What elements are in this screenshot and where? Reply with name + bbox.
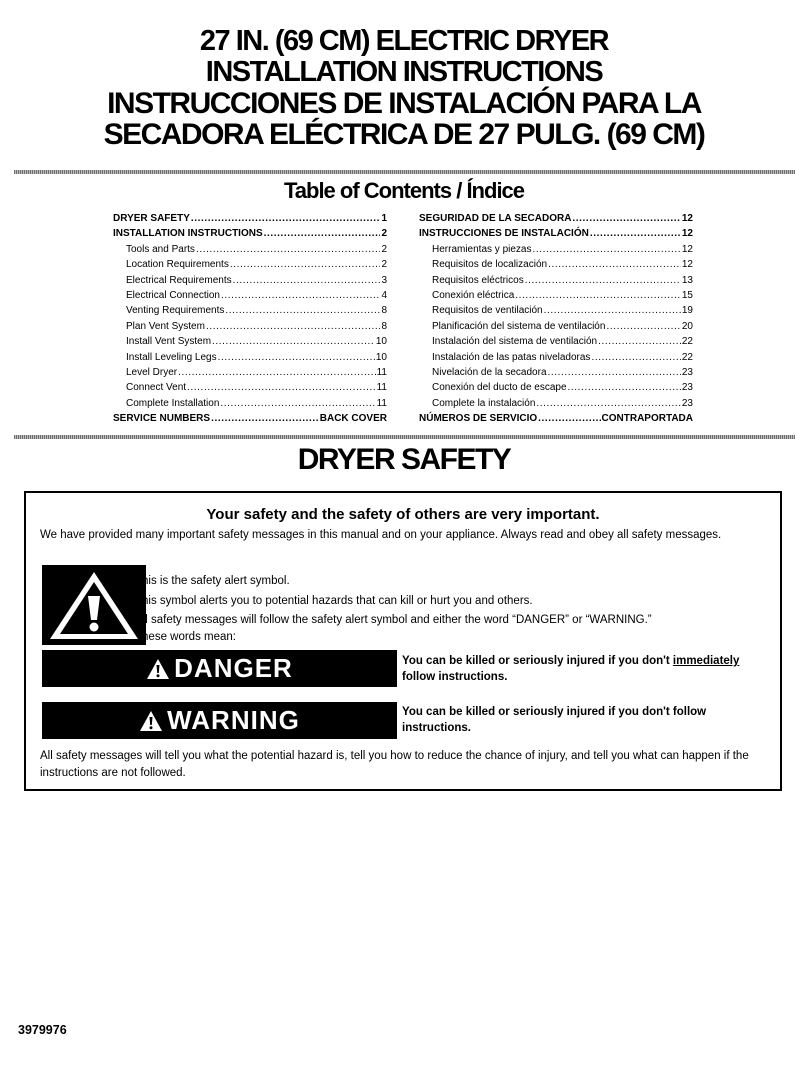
toc-entry-page: 15 (681, 289, 693, 301)
toc-leader-dots (536, 396, 680, 411)
toc-entry-label: SERVICE NUMBERS (113, 413, 211, 425)
section-title: DRYER SAFETY (297, 443, 511, 476)
top-divider (14, 170, 795, 174)
toc-entry-page: 10 (375, 336, 387, 348)
symbol-line-1: This is the safety alert symbol. (135, 575, 290, 587)
toc-entry-label: Herramientas y piezas (432, 243, 532, 255)
toc-entry (419, 257, 693, 272)
toc-entry (113, 226, 387, 241)
toc-entry-page: 11 (376, 397, 387, 409)
toc-leader-dots (220, 396, 375, 411)
toc-entry-page: 19 (681, 305, 693, 317)
toc-entry-label: Install Leveling Legs (126, 351, 217, 363)
toc-entry-label: Plan Vent System (126, 320, 205, 332)
toc-entry (113, 411, 387, 426)
toc-entry (419, 396, 693, 411)
toc-entry-label: Requisitos de ventilación (432, 305, 543, 317)
safety-box (24, 491, 782, 791)
toc-entry (113, 396, 387, 411)
safety-intro: We have provided many important safety messages in this manual and on your appliance. Always read and obey all safety messages. (40, 529, 722, 541)
toc-entry (113, 319, 387, 334)
toc-entry (419, 411, 693, 426)
toc-entry (419, 380, 693, 395)
toc-entry (419, 350, 693, 365)
toc-entry-label: Instalación de las patas niveladoras (432, 351, 591, 363)
toc-entry-label: Tools and Parts (126, 243, 195, 255)
warning-label (42, 702, 397, 739)
toc-leader-dots (525, 273, 681, 288)
toc-leader-dots (206, 319, 381, 334)
toc-column-spanish (419, 211, 693, 426)
toc-entry-label: INSTRUCCIONES DE INSTALACIÓN (419, 228, 589, 240)
toc-leader-dots (221, 288, 381, 303)
toc-leader-dots (532, 242, 680, 257)
danger-alert-icon (146, 658, 170, 680)
toc-entry-label: Requisitos de localización (432, 259, 548, 271)
toc-entry (113, 380, 387, 395)
toc-entry-page: 23 (681, 397, 693, 409)
safety-heading: Your safety and the safety of others are very important. (206, 506, 600, 523)
toc-leader-dots (548, 257, 681, 272)
toc-entry (113, 242, 387, 257)
toc-leader-dots (538, 411, 600, 426)
safety-alert-icon (42, 565, 146, 645)
toc-column-english (113, 211, 387, 426)
toc-entry-page: 22 (681, 351, 693, 363)
warning-word: WARNING (167, 705, 300, 735)
toc-entry-page: 2 (381, 259, 387, 271)
toc-entry-label: Venting Requirements (126, 305, 225, 317)
toc-leader-dots (590, 226, 681, 241)
toc-entry-page: 11 (376, 382, 387, 394)
toc-entry-label: INSTALLATION INSTRUCTIONS (113, 228, 263, 240)
toc-entry-page: 20 (681, 320, 693, 332)
toc-entry (113, 303, 387, 318)
danger-description (402, 653, 774, 685)
toc-entry (113, 334, 387, 349)
toc-leader-dots (212, 334, 375, 349)
toc-entry (113, 350, 387, 365)
title-english-line-1: 27 IN. (69 CM) ELECTRIC DRYER (199, 25, 609, 57)
toc-entry-page: 13 (681, 274, 693, 286)
toc-entry-label: SEGURIDAD DE LA SECADORA (419, 213, 572, 224)
toc-entry-page: 4 (381, 289, 387, 301)
toc-leader-dots (606, 319, 680, 334)
middle-divider (14, 435, 795, 439)
toc-leader-dots (233, 273, 381, 288)
danger-text-prefix: You can be killed or seriously injured if you don't (402, 655, 673, 667)
toc-entry (113, 273, 387, 288)
danger-text-suffix: follow instructions. (402, 671, 508, 683)
toc-entry-label: DRYER SAFETY (113, 213, 190, 224)
toc-entry-page: 8 (381, 320, 387, 332)
toc-leader-dots (225, 303, 380, 318)
toc-entry-page: 23 (681, 366, 693, 378)
toc-entry (419, 211, 693, 226)
toc-entry-page: 22 (681, 336, 693, 348)
toc-leader-dots (196, 242, 381, 257)
symbol-line-2: This symbol alerts you to potential hazards that can kill or hurt you and others. (135, 594, 533, 607)
toc-entry (113, 257, 387, 272)
toc-leader-dots (591, 350, 680, 365)
toc-entry-page: CONTRAPORTADA (601, 413, 693, 425)
toc-entry-page: 12 (681, 259, 693, 271)
danger-word: DANGER (174, 653, 293, 683)
toc-entry-label: Complete la instalación (432, 397, 536, 409)
danger-label (42, 650, 397, 687)
title-spanish-line-1: INSTRUCCIONES DE INSTALACIÓN PARA LA (107, 87, 701, 120)
toc-entry-page: 1 (381, 213, 387, 224)
toc-entry-label: Connect Vent (126, 382, 187, 394)
toc-entry-page: 3 (381, 274, 387, 286)
toc-leader-dots (191, 211, 381, 226)
toc-entry (113, 211, 387, 226)
toc-entry-page: 11 (376, 366, 387, 378)
warning-description: You can be killed or seriously injured if you don't follow instructions. (402, 706, 707, 734)
toc-entry-label: Nivelación de la secadora (432, 366, 547, 378)
toc-entry-page: 10 (375, 351, 387, 363)
toc-entry-label: Requisitos eléctricos (432, 274, 524, 286)
toc-entry-page: 23 (681, 382, 693, 394)
toc-leader-dots (211, 411, 319, 426)
toc-entry-label: Conexión eléctrica (432, 289, 515, 301)
toc-entry (419, 319, 693, 334)
danger-text-emphasis: immediately (672, 655, 740, 667)
toc-entry-label: NÚMEROS DE SERVICIO (419, 413, 538, 425)
toc-entry (419, 365, 693, 380)
toc-entry-page: 12 (681, 213, 693, 224)
toc-entry-label: Complete Installation (126, 397, 220, 409)
toc-entry-label: Conexión del ducto de escape (432, 382, 567, 394)
toc-entry (419, 226, 693, 241)
toc-leader-dots (544, 303, 681, 318)
document-number: 3979976 (18, 1023, 67, 1037)
toc-entry-label: Location Requirements (126, 259, 229, 271)
toc-entry-page: 12 (681, 228, 693, 240)
toc-leader-dots (264, 226, 381, 241)
document-title (0, 26, 808, 150)
toc-entry-page: 2 (381, 228, 387, 240)
toc-entry-label: Level Dryer (126, 366, 178, 378)
safety-symbol-explanation (135, 572, 755, 647)
toc-leader-dots (218, 350, 375, 365)
toc-entry-page: BACK COVER (319, 413, 387, 425)
toc-leader-dots (187, 380, 376, 395)
safety-outro: All safety messages will tell you what the potential hazard is, tell you how to reduce the chance of injury, and tell you what can happen if the instructions are not followed. (40, 750, 749, 779)
toc-entry (419, 334, 693, 349)
toc-leader-dots (230, 257, 381, 272)
warning-alert-icon (139, 710, 163, 732)
toc-leader-dots (598, 334, 681, 349)
toc-entry-page: 12 (681, 243, 693, 255)
toc-entry-label: Planificación del sistema de ventilación (432, 320, 606, 332)
toc-leader-dots (548, 365, 681, 380)
toc-heading: Table of Contents / Índice (283, 178, 525, 203)
title-english-line-2: INSTALLATION INSTRUCTIONS (205, 56, 603, 88)
toc-entry (419, 273, 693, 288)
symbol-line-4: These words mean: (135, 630, 236, 643)
toc-entry (419, 288, 693, 303)
toc-entry-page: 2 (381, 243, 387, 255)
toc-leader-dots (568, 380, 681, 395)
toc-entry (419, 242, 693, 257)
toc-leader-dots (178, 365, 375, 380)
toc-entry-label: Instalación del sistema de ventilación (432, 336, 598, 348)
toc-entry (113, 365, 387, 380)
toc-entry-page: 8 (381, 305, 387, 317)
symbol-line-3: All safety messages will follow the safety alert symbol and either the word “DANGER” or “WARNING.” (135, 614, 652, 626)
toc-leader-dots (572, 211, 680, 226)
toc-leader-dots (515, 288, 681, 303)
toc-entry (113, 288, 387, 303)
toc-entry (419, 303, 693, 318)
toc-entry-label: Install Vent System (126, 336, 212, 348)
title-spanish-line-2: SECADORA ELÉCTRICA DE 27 PULG. (69 CM) (103, 118, 705, 151)
toc-entry-label: Electrical Connection (126, 289, 220, 301)
toc-entry-label: Electrical Requirements (126, 274, 232, 286)
